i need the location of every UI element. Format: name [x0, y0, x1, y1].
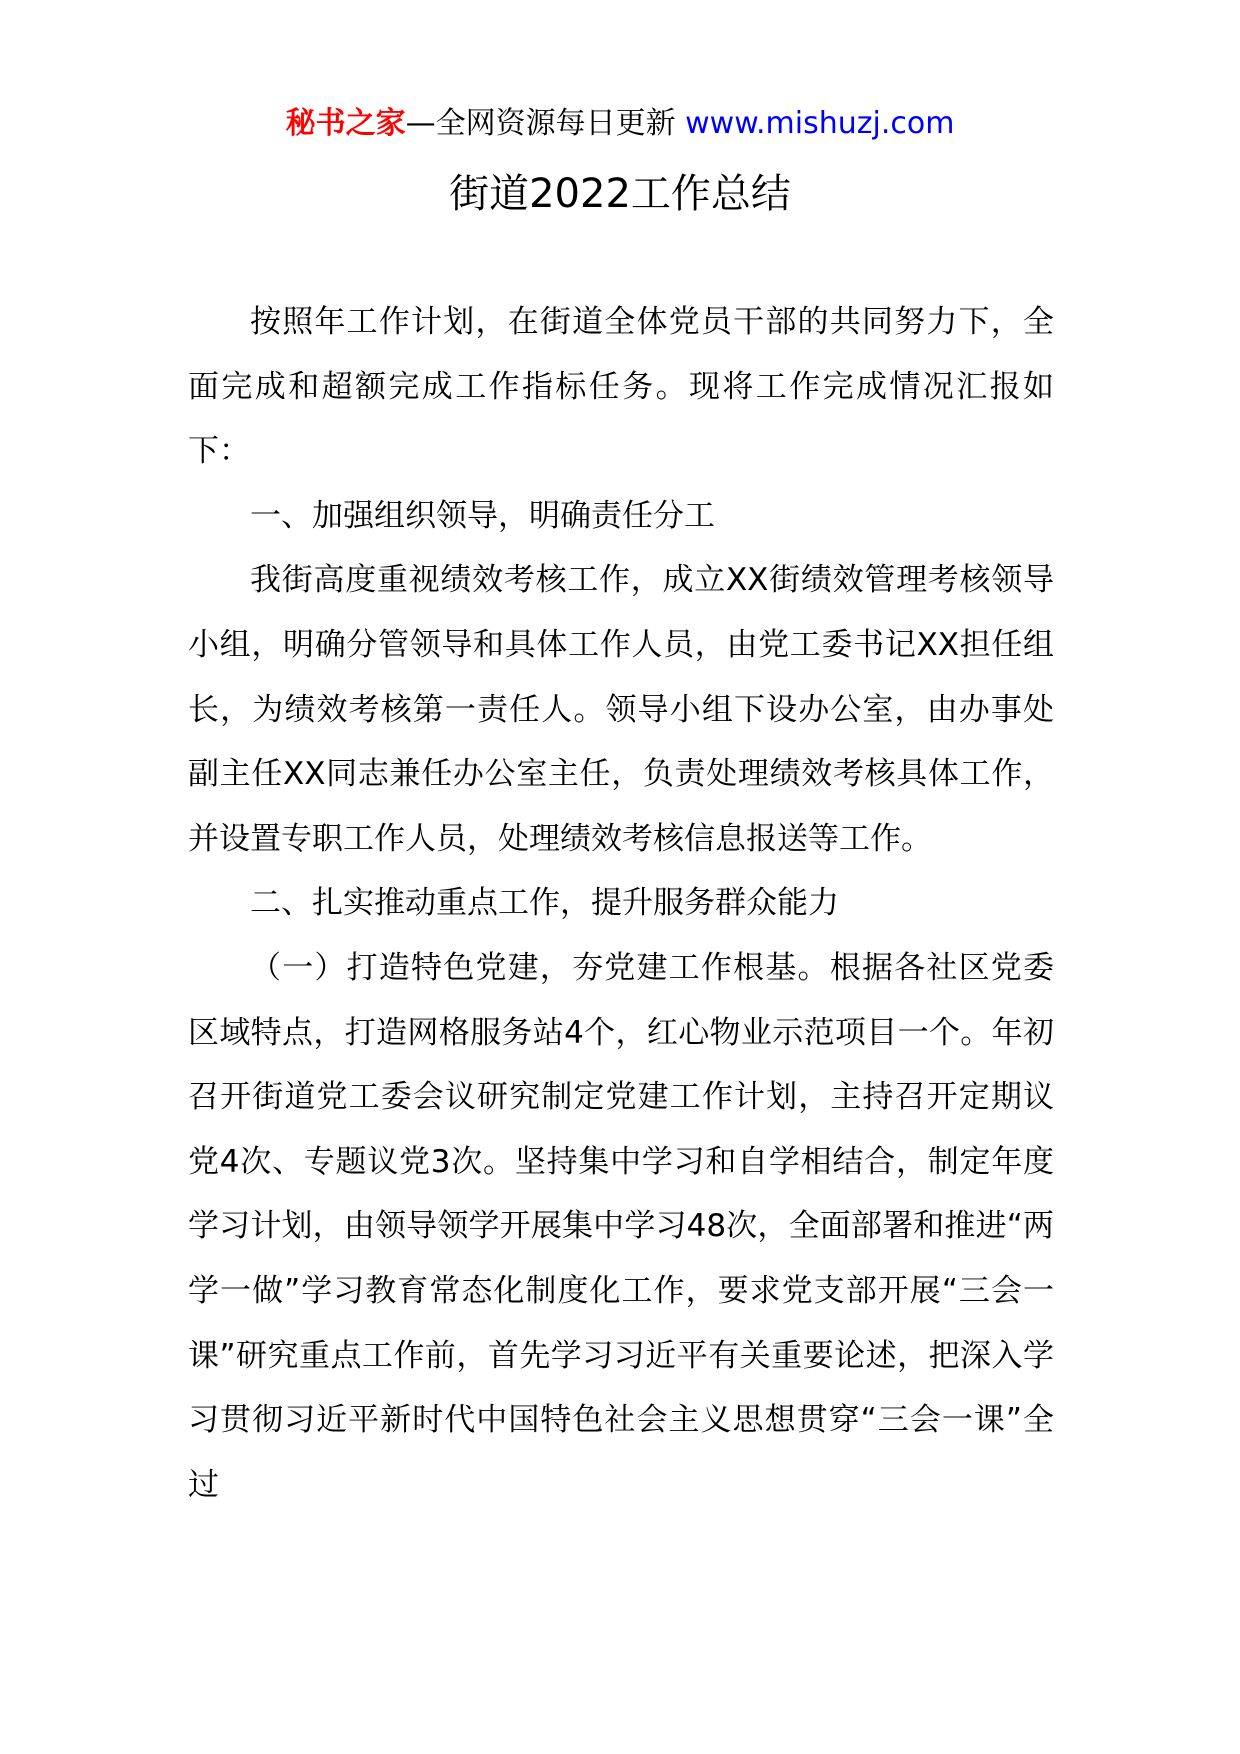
- section-heading-1: 一、加强组织领导，明确责任分工: [250, 497, 715, 534]
- document-body: [188, 290, 1054, 1517]
- site-url-link[interactable]: www.mishuzj.com: [685, 106, 955, 141]
- header-slogan: —全网资源每日更新: [405, 106, 676, 141]
- body-paragraph: 我街高度重视绩效考核工作，成立XX街绩效管理考核领导小组，明确分管领导和具体工作人员，由党工委书记XX担任组长，为绩效考核第一责任人。领导小组下设办公室，由办事处副主任XX同志兼任办公室主任，负责处理绩效考核具体工作，并设置专职工作人员，处理绩效考核信息报送等工作。: [188, 562, 1054, 857]
- document-title: 街道2022工作总结: [449, 171, 791, 217]
- section-heading-2: 二、扎实推动重点工作，提升服务群众能力: [250, 885, 839, 922]
- intro-paragraph: 按照年工作计划，在街道全体党员干部的共同努力下，全面完成和超额完成工作指标任务。现将工作完成情况汇报如下：: [188, 304, 1054, 470]
- brand-name: 秘书之家: [285, 106, 406, 141]
- body-paragraph: （一）打造特色党建，夯党建工作根基。根据各社区党委区域特点，打造网格服务站4个，红心物业示范项目一个。年初召开街道党工委会议研究制定党建工作计划，主持召开定期议党4次、专题议党3次。坚持集中学习和自学相结合，制定年度学习计划，由领导领学开展集中学习48次，全面部署和推进“两学一做”学习教育常态化制度化工作，要求党支部开展“三会一课”研究重点工作前，首先学习习近平有关重要论述，把深入学习贯彻习近平新时代中国特色社会主义思想贯穿“三会一课”全过: [188, 949, 1054, 1503]
- site-header: [0, 100, 1240, 148]
